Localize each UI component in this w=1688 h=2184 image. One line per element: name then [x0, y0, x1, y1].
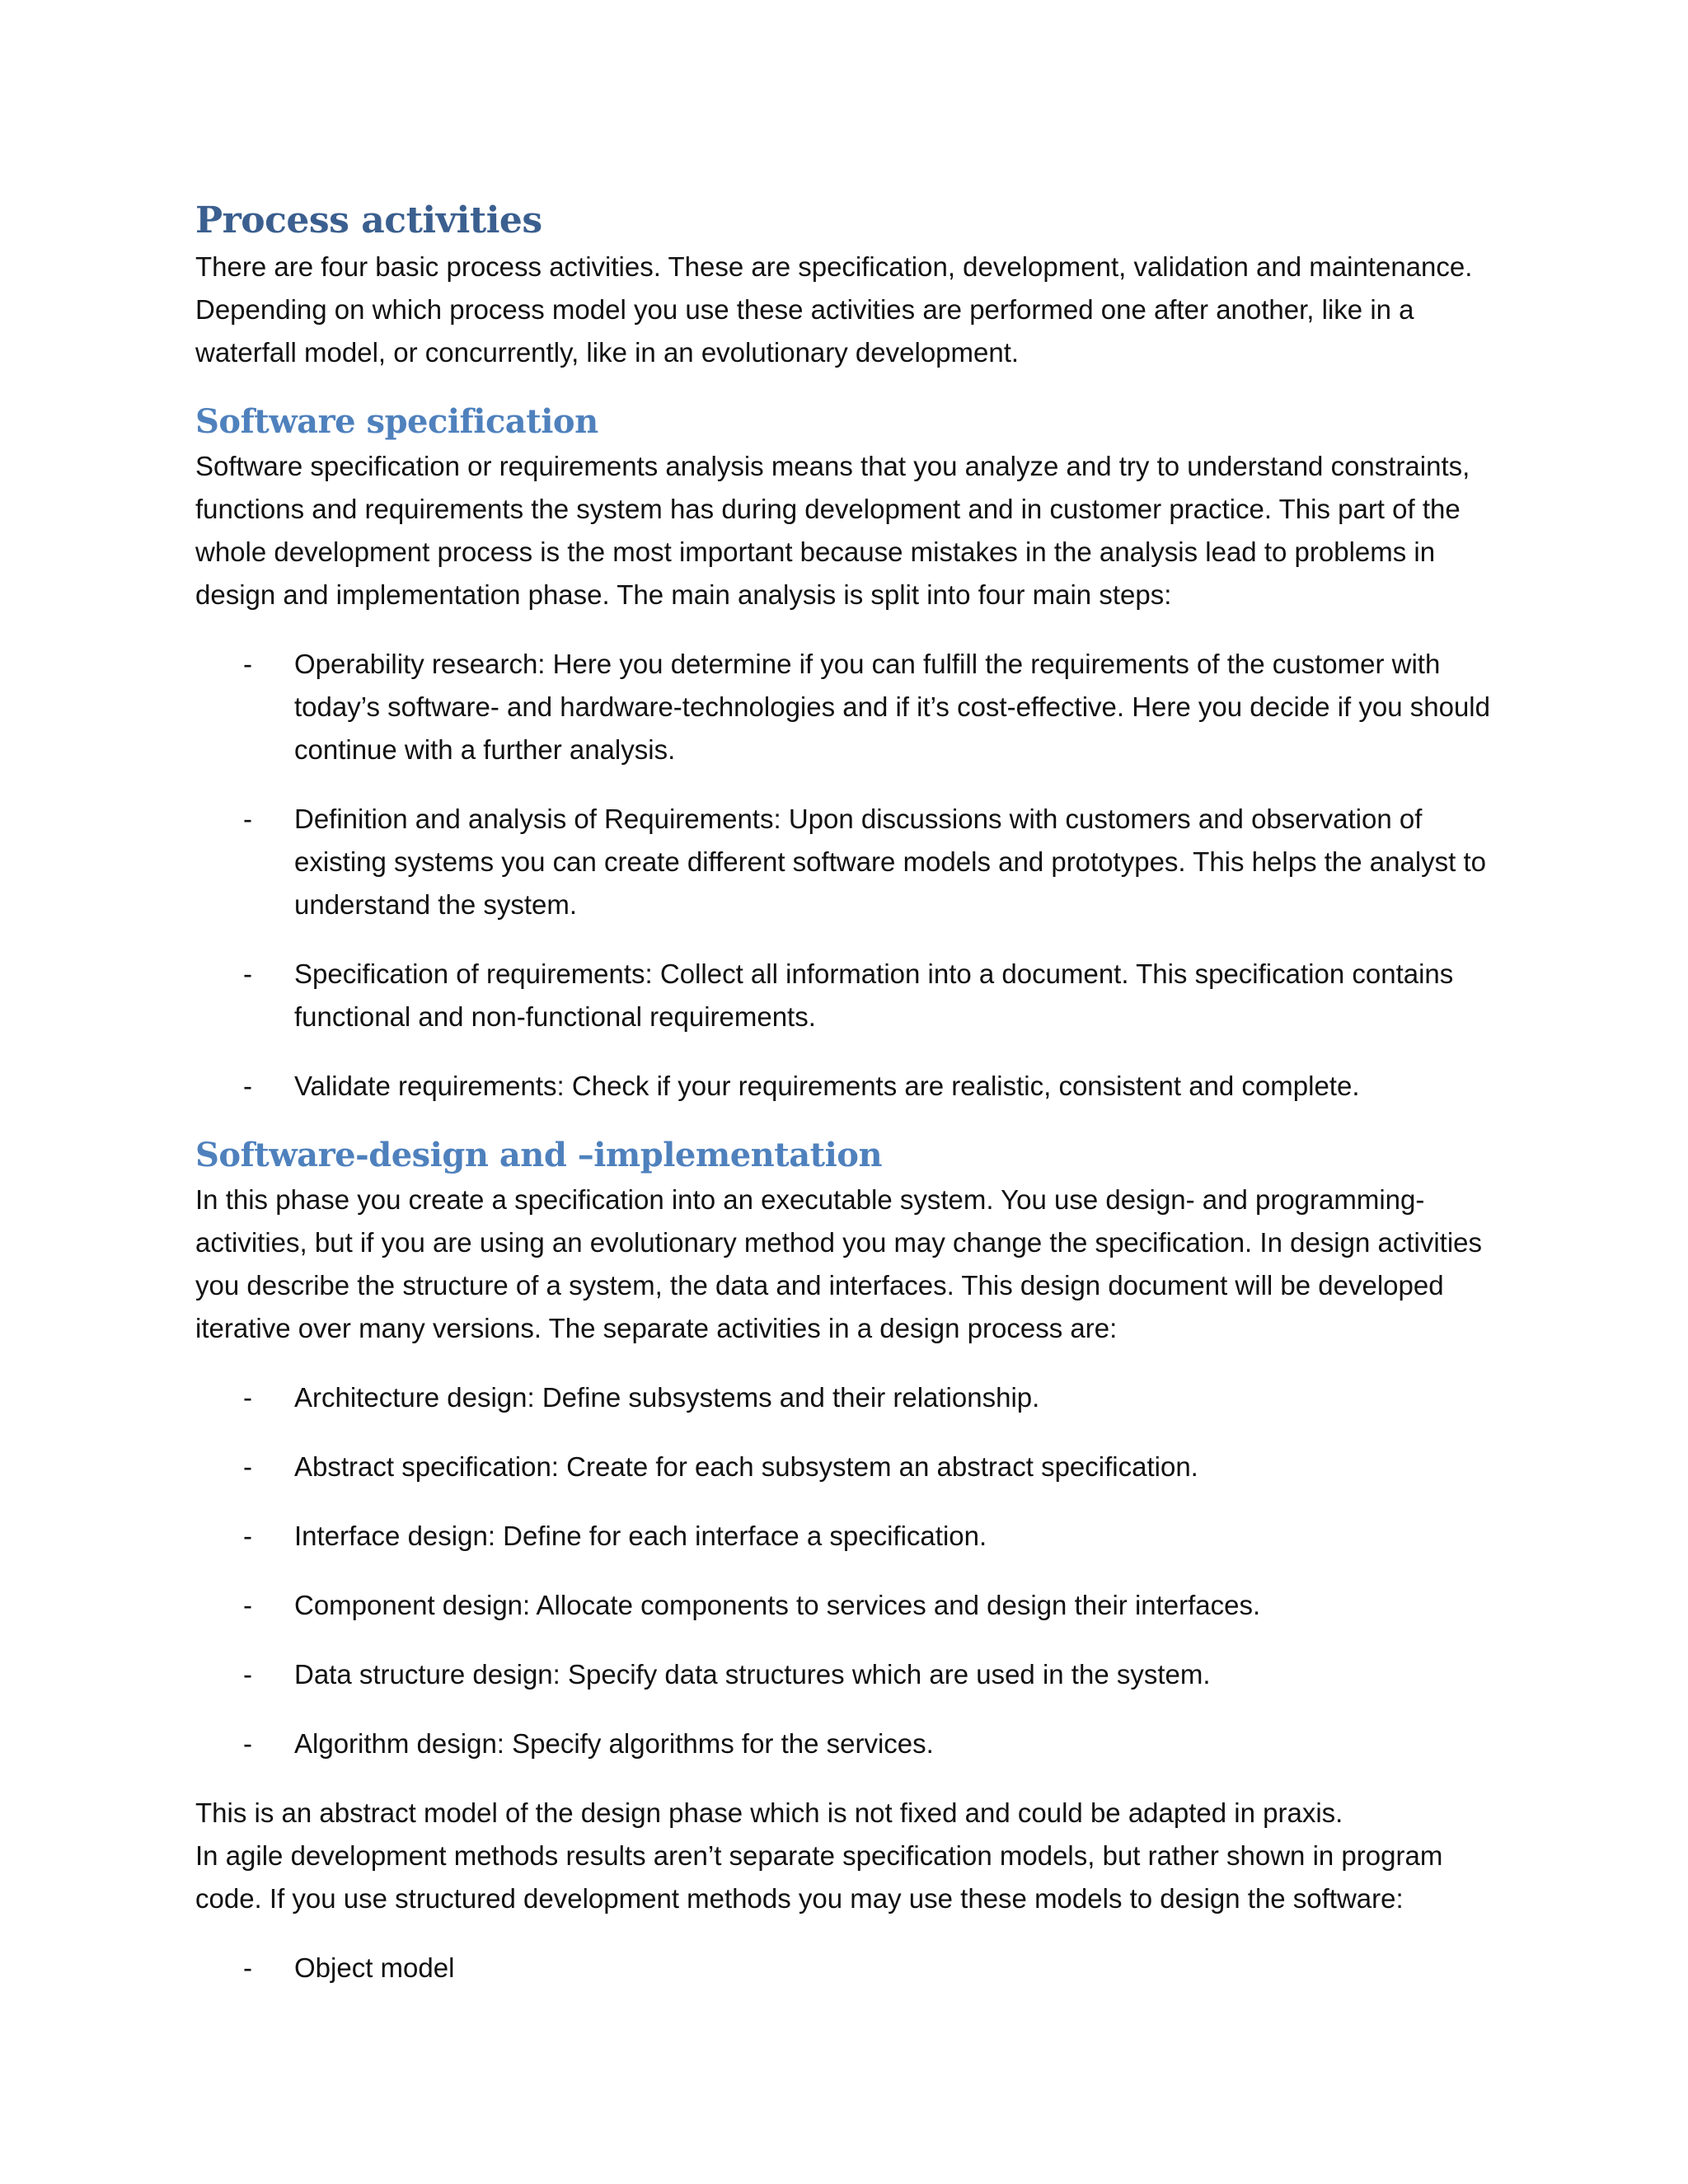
list-item	[195, 1065, 1498, 1108]
list-item-text: Component design: Allocate components to services and design their interfaces.	[294, 1590, 1261, 1620]
list-item-text: Definition and analysis of Requirements: Upon discussions with customers and observation of existing systems you can create different software models and prototypes. This helps the analyst to understand the system.	[294, 804, 1487, 920]
paragraph-process-intro: There are four basic process activities. These are specification, development, validation and maintenance. Depending on which process model you use these activities are performed one after another, like in a waterfall model, or concurrently, like in an evolutionary development.	[195, 251, 1473, 368]
list-item	[195, 1376, 1498, 1419]
list-marker: -	[243, 1659, 252, 1690]
list-item	[195, 1584, 1498, 1627]
document-page	[195, 198, 1498, 1990]
list-item-text: Interface design: Define for each interface a specification.	[294, 1521, 987, 1551]
design-activities-list	[195, 1376, 1498, 1765]
paragraph-spec-intro: Software specification or requirements analysis means that you analyze and try to understand constraints, functions and requirements the system has during development and in customer practice. This part of the whole development process is the most important because mistakes in the analysis lead to problems in design and implementation phase. The main analysis is split into four main steps:	[195, 451, 1470, 610]
list-item-text: Architecture design: Define subsystems and their relationship.	[294, 1382, 1040, 1413]
list-item-text: Algorithm design: Specify algorithms for the services.	[294, 1728, 934, 1759]
list-marker: -	[243, 649, 252, 679]
list-item	[195, 1653, 1498, 1696]
paragraph-design-outro-2: In agile development methods results aren’t separate specification models, but rather shown in program code. If you use structured development methods you may use these models to design the software:	[195, 1840, 1443, 1914]
list-marker: -	[243, 1590, 252, 1620]
paragraph-design-intro: In this phase you create a specification into an executable system. You use design- and programming-activities, but if you are using an evolutionary method you may change the specification. In design activities you describe the structure of a system, the data and interfaces. This design document will be developed iterative over many versions. The separate activities in a design process are:	[195, 1184, 1483, 1343]
heading-software-specification: Software specification	[195, 402, 598, 441]
list-item	[195, 643, 1498, 771]
list-item	[195, 1515, 1498, 1558]
list-marker: -	[243, 1071, 252, 1101]
list-item	[195, 1722, 1498, 1765]
list-item-text: Data structure design: Specify data structures which are used in the system.	[294, 1659, 1211, 1690]
list-item	[195, 1446, 1498, 1488]
list-item	[195, 798, 1498, 926]
list-marker: -	[243, 1521, 252, 1551]
list-marker: -	[243, 804, 252, 834]
design-models-list	[195, 1947, 1498, 1990]
list-marker: -	[243, 958, 252, 989]
list-item-text: Abstract specification: Create for each subsystem an abstract specification.	[294, 1451, 1198, 1482]
list-marker: -	[243, 1451, 252, 1482]
paragraph-design-outro-1: This is an abstract model of the design phase which is not fixed and could be adapted in praxis.	[195, 1797, 1343, 1828]
list-item-text: Validate requirements: Check if your requirements are realistic, consistent and complete.	[294, 1071, 1360, 1101]
heading-process-activities: Process activities	[195, 199, 542, 241]
list-item	[195, 953, 1498, 1038]
list-item-text: Specification of requirements: Collect all information into a document. This specification contains functional and non-functional requirements.	[294, 958, 1454, 1032]
list-item-text: Object model	[294, 1952, 455, 1983]
list-item	[195, 1947, 1498, 1990]
list-marker: -	[243, 1382, 252, 1413]
list-marker: -	[243, 1728, 252, 1759]
spec-steps-list	[195, 643, 1498, 1108]
list-item-text: Operability research: Here you determine if you can fulfill the requirements of the customer with today’s software- and hardware-technologies and if it’s cost-effective. Here you decide if you should continue with a further analysis.	[294, 649, 1490, 765]
list-marker: -	[243, 1952, 252, 1983]
heading-software-design: Software-design and –implementation	[195, 1136, 883, 1174]
